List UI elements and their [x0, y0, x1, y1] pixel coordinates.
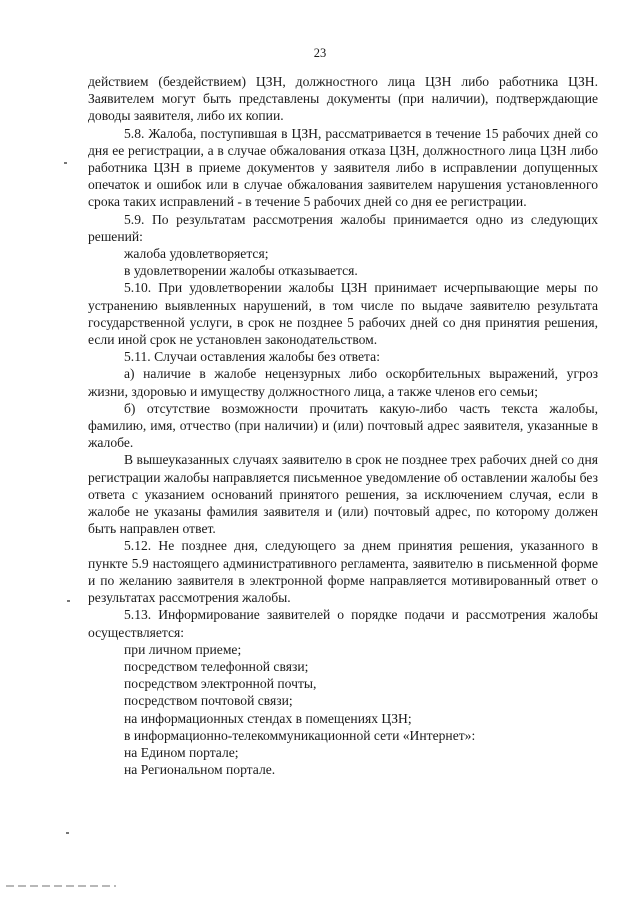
paragraph-5-13: 5.13. Информирование заявителей о порядке подачи и рассмотрения жалобы осуществляется: — [88, 607, 598, 640]
decision-item: в удовлетворении жалобы отказывается. — [124, 263, 358, 279]
channel-item: в информационно-телекоммуникационной сети «Интернет»: — [124, 727, 476, 743]
paragraph-notice: В вышеуказанных случаях заявителю в срок не позднее трех рабочих дней со дня регистрации жалобы направляется письменное уведомление об оставлении жалобы без ответа с указанием оснований принятого решения, за исключением случая, если в жалобе не указаны фамилия заявителя и (или) почтовый адрес, по которому должен быть направлен ответ. — [88, 452, 598, 537]
scan-mark — [66, 832, 69, 834]
scan-mark — [64, 162, 67, 164]
paragraph-5-12: 5.12. Не позднее дня, следующего за днем принятия решения, указанного в пункте 5.9 настоящего административного регламента, заявителю в письменной форме и по желанию заявителя в электронной форме направляется мотивированный ответ о результатах рассмотрения жалобы. — [88, 538, 598, 606]
document-body — [88, 73, 598, 778]
decision-item: жалоба удовлетворяется; — [124, 246, 269, 262]
channel-item: посредством электронной почты, — [124, 676, 317, 692]
channel-item: при личном приеме; — [124, 641, 242, 657]
page-number: 23 — [313, 46, 327, 60]
channel-item: на Едином портале; — [124, 744, 239, 760]
paragraph-5-11-b: б) отсутствие возможности прочитать какую-либо часть текста жалобы, фамилию, имя, отчество (при наличии) и (или) почтовый адрес заявителя, указанные в жалобе. — [88, 400, 598, 451]
scan-mark — [67, 600, 70, 602]
scan-artifact — [6, 885, 116, 887]
channel-item: посредством почтовой связи; — [124, 693, 293, 709]
paragraph-5-9: 5.9. По результатам рассмотрения жалобы принимается одно из следующих решений: — [88, 211, 598, 244]
channel-item: на информационных стендах в помещениях ЦЗН; — [124, 710, 412, 726]
paragraph-5-8: 5.8. Жалоба, поступившая в ЦЗН, рассматривается в течение 15 рабочих дней со дня ее регистрации, а в случае обжалования отказа ЦЗН, должностного лица ЦЗН либо работника ЦЗН в приеме документов у заявителя либо в исправлении допущенных опечаток и ошибок или в случае обжалования заявителем нарушения установленного срока таких исправлений - в течение 5 рабочих дней со дня ее регистрации. — [88, 125, 598, 210]
paragraph-cont: действием (бездействием) ЦЗН, должностного лица ЦЗН либо работника ЦЗН. Заявителем могут быть представлены документы (при наличии), подтверждающие доводы заявителя, либо их копии. — [88, 74, 598, 124]
paragraph-5-11: 5.11. Случаи оставления жалобы без ответа: — [124, 349, 380, 365]
channel-item: на Региональном портале. — [124, 762, 276, 778]
paragraph-5-10: 5.10. При удовлетворении жалобы ЦЗН принимает исчерпывающие меры по устранению выявленных нарушений, в том числе по выдаче заявителю результата государственной услуги, в срок не позднее 5 рабочих дней со дня принятия решения, если иной срок не установлен законодательством. — [88, 280, 598, 348]
channel-item: посредством телефонной связи; — [124, 658, 309, 674]
paragraph-5-11-a: а) наличие в жалобе нецензурных либо оскорбительных выражений, угроз жизни, здоровью и имуществу должностного лица, а также членов его семьи; — [88, 366, 598, 399]
